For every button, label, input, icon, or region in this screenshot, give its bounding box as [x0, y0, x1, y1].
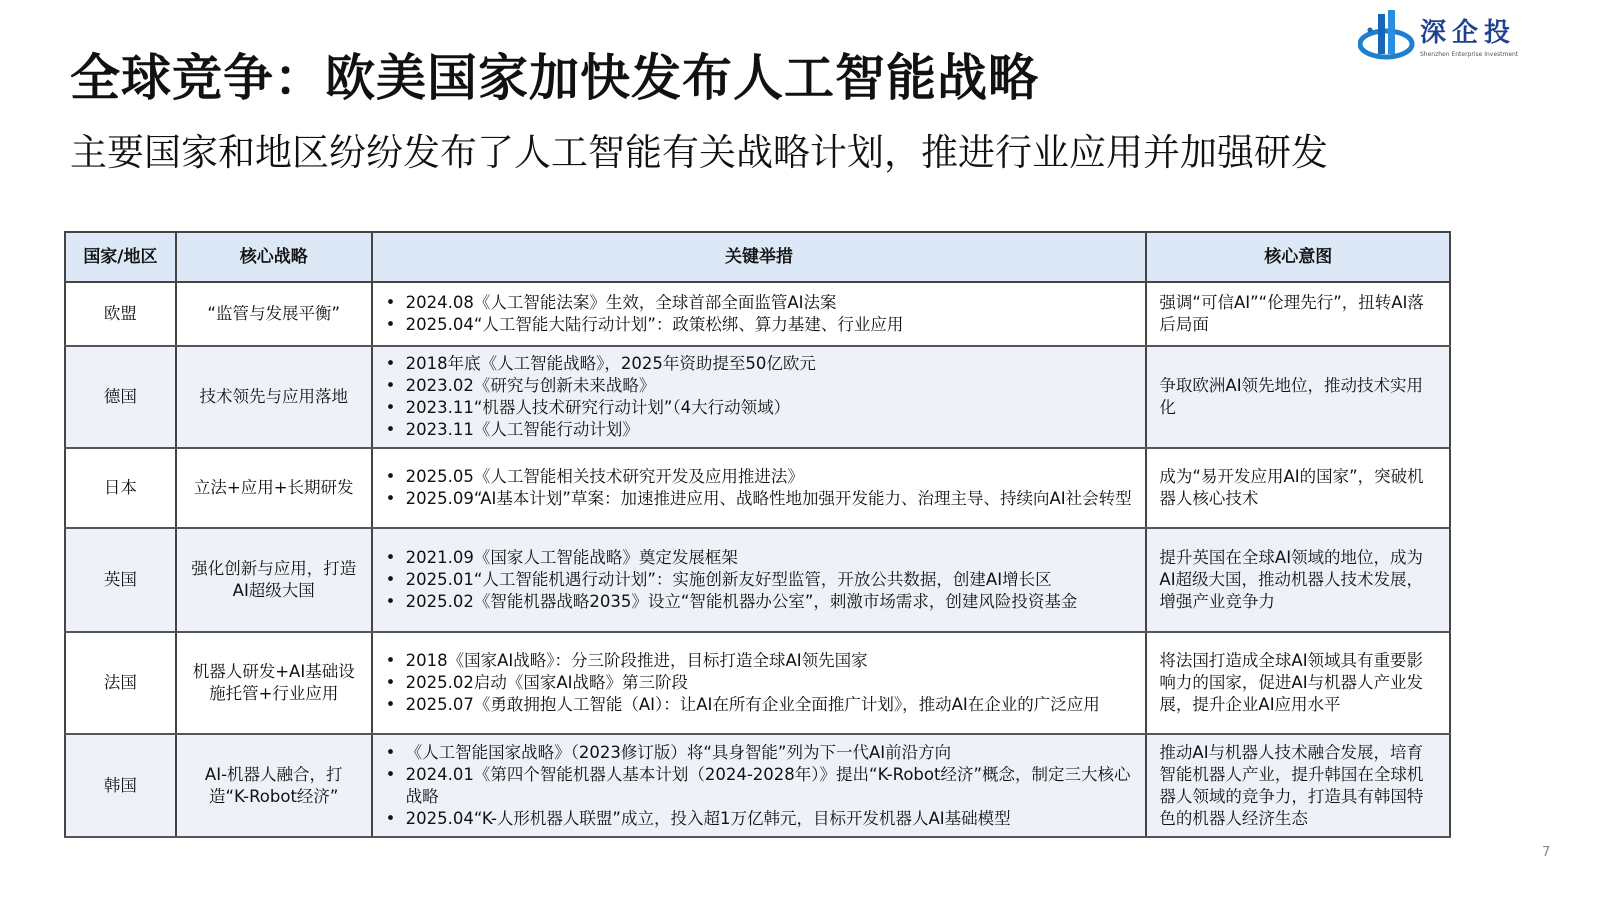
header-intent: 核心意图 [1146, 232, 1450, 282]
intent-cell: 成为“易开发应用AI的国家”，突破机器人核心技术 [1146, 448, 1450, 528]
strategy-cell: 技术领先与应用落地 [176, 346, 372, 448]
header-region: 国家/地区 [65, 232, 176, 282]
intent-cell: 推动AI与机器人技术融合发展，培育智能机器人产业，提升韩国在全球机器人领域的竞争力，打造具有韩国特色的机器人经济生态 [1146, 734, 1450, 837]
strategy-cell: 机器人研发+AI基础设施托管+行业应用 [176, 632, 372, 734]
measure-item: • 2023.02《研究与创新未来战略》 [383, 375, 1136, 397]
measure-item: • 2025.04“人工智能大陆行动计划”：政策松绑、算力基建、行业应用 [383, 314, 1136, 336]
region-cell: 欧盟 [65, 282, 176, 346]
strategy-cell: 强化创新与应用，打造AI超级大国 [176, 528, 372, 632]
table-row [65, 734, 1450, 837]
strategy-cell: “监管与发展平衡” [176, 282, 372, 346]
intent-cell: 将法国打造成全球AI领域具有重要影响力的国家，促进AI与机器人产业发展，提升企业AI应用水平 [1146, 632, 1450, 734]
measures-cell [372, 448, 1147, 528]
strategy-table [64, 231, 1451, 838]
company-logo: 深企投 Shenzhen Enterprise Investment [1358, 6, 1528, 64]
measure-item: • 2025.04“K-人形机器人联盟”成立，投入超1万亿韩元，目标开发机器人AI基础模型 [383, 808, 1136, 830]
table-row [65, 346, 1450, 448]
measures-cell [372, 282, 1147, 346]
logo-mark-icon [1358, 8, 1416, 62]
page-number: 7 [1542, 845, 1551, 860]
measure-item: • 2025.01“人工智能机遇行动计划”：实施创新友好型监管，开放公共数据，创建AI增长区 [383, 569, 1136, 591]
header-measures: 关键举措 [372, 232, 1147, 282]
intent-cell: 争取欧洲AI领先地位，推动技术实用化 [1146, 346, 1450, 448]
page-subtitle: 主要国家和地区纷纷发布了人工智能有关战略计划，推进行业应用并加强研发 [70, 131, 1328, 174]
measure-item: • 2025.02启动《国家AI战略》第三阶段 [383, 672, 1136, 694]
measure-item: • 《人工智能国家战略》（2023修订版）将“具身智能”列为下一代AI前沿方向 [383, 742, 1136, 764]
region-cell: 日本 [65, 448, 176, 528]
measure-item: • 2024.08《人工智能法案》生效，全球首部全面监管AI法案 [383, 292, 1136, 314]
measure-item: • 2024.01《第四个智能机器人基本计划（2024-2028年）》提出“K-Robot经济”概念，制定三大核心战略 [383, 764, 1136, 808]
table-row [65, 632, 1450, 734]
measures-cell [372, 632, 1147, 734]
page-title: 全球竞争：欧美国家加快发布人工智能战略 [70, 49, 1039, 107]
measures-cell [372, 734, 1147, 837]
intent-cell: 提升英国在全球AI领域的地位，成为AI超级大国，推动机器人技术发展，增强产业竞争力 [1146, 528, 1450, 632]
measure-item: • 2025.02《智能机器战略2035》设立“智能机器办公室”，刺激市场需求，创建风险投资基金 [383, 591, 1136, 613]
region-cell: 法国 [65, 632, 176, 734]
strategy-cell: AI-机器人融合，打造“K-Robot经济” [176, 734, 372, 837]
measure-item: • 2018年底《人工智能战略》，2025年资助提至50亿欧元 [383, 353, 1136, 375]
measure-item: • 2018《国家AI战略》：分三阶段推进，目标打造全球AI领先国家 [383, 650, 1136, 672]
measure-item: • 2023.11“机器人技术研究行动计划”（4大行动领域） [383, 397, 1136, 419]
header-strategy: 核心战略 [176, 232, 372, 282]
table-row [65, 448, 1450, 528]
measure-item: • 2023.11《人工智能行动计划》 [383, 419, 1136, 441]
intent-cell: 强调“可信AI”“伦理先行”，扭转AI落后局面 [1146, 282, 1450, 346]
measure-item: • 2025.05《人工智能相关技术研究开发及应用推进法》 [383, 466, 1136, 488]
region-cell: 韩国 [65, 734, 176, 837]
measure-item: • 2025.09“AI基本计划”草案：加速推进应用、战略性地加强开发能力、治理主导、持续向AI社会转型 [383, 488, 1136, 510]
table-row [65, 282, 1450, 346]
measure-item: • 2025.07《勇敢拥抱人工智能（AI）：让AI在所有企业全面推广计划》，推动AI在企业的广泛应用 [383, 694, 1136, 716]
region-cell: 英国 [65, 528, 176, 632]
measures-cell [372, 528, 1147, 632]
measures-cell [372, 346, 1147, 448]
region-cell: 德国 [65, 346, 176, 448]
strategy-cell: 立法+应用+长期研发 [176, 448, 372, 528]
table-row [65, 528, 1450, 632]
table-header [65, 232, 1450, 282]
measure-item: • 2021.09《国家人工智能战略》奠定发展框架 [383, 547, 1136, 569]
